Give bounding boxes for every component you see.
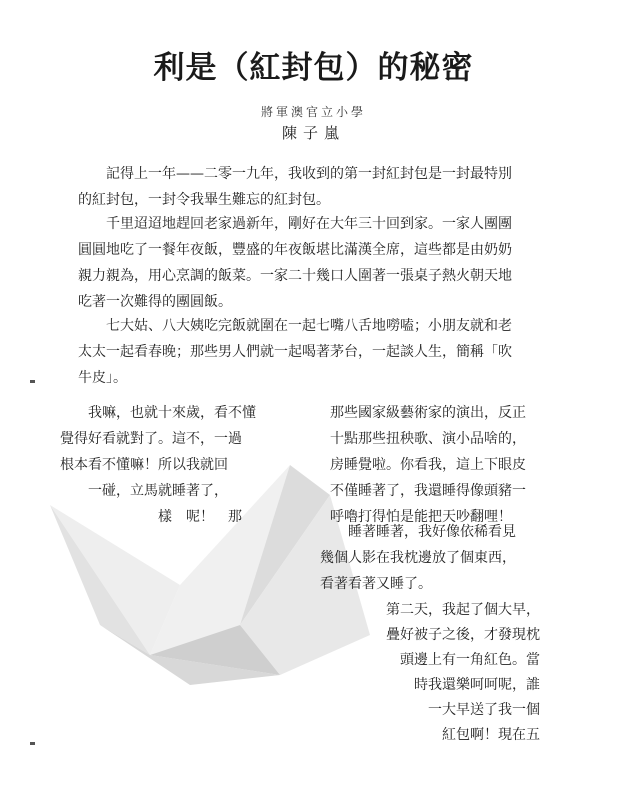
school-name: 將軍澳官立小學 [260,105,366,119]
text-line: 幾個人影在我枕邊放了個東西， [320,550,516,566]
text-line: 樣 呢！ 那 [60,509,242,525]
page-title: 利是（紅封包）的秘密 [153,50,474,86]
text-line: 疊好被子之後，才發現枕 [386,627,540,643]
text-line: 根本看不懂嘛！所以我就回 [60,457,228,473]
paragraph-2 [78,211,548,315]
text-line: 頭邊上有一角紅色。當 [400,652,540,668]
text-line: 不僅睡著了，我還睡得像頭豬一 [316,483,526,499]
paragraph-3 [78,313,548,391]
text-line: 紅包啊！現在五 [442,727,540,743]
text-line: 第二天，我起了個大早， [386,602,540,618]
right-paragraph-3 [356,598,540,748]
text-line: 睡著睡著，我好像依稀看見 [320,524,516,540]
text-line: 吃著一次難得的團圓飯。 [78,294,232,310]
paragraph-1 [78,161,548,213]
text-line: 呼嚕打得怕是能把天吵翻哩！ [316,509,512,525]
text-line: 圓圓地吃了一餐年夜飯，豐盛的年夜飯堪比滿漢全席，這些都是由奶奶 [78,242,512,258]
text-line: 十點那些扭秧歌、演小品啥的， [316,431,526,447]
text-line: 一大早送了我一個 [428,702,540,718]
author-name: 陳子嵐 [281,124,345,142]
text-line: 牛皮」。 [78,370,127,386]
text-line: 房睡覺啦。你看我，這上下眼皮 [316,457,526,473]
text-line: 一碰，立馬就睡著了， [60,483,228,499]
right-paragraph-2 [320,519,516,597]
margin-marker [30,380,35,383]
text-line: 我嘛，也就十來歲，看不懂 [60,405,256,421]
right-column [316,400,526,530]
text-line: 記得上一年——二零一九年，我收到的第一封紅封包是一封最特別 [78,166,512,182]
margin-marker [30,742,35,745]
text-line: 的紅封包，一封令我畢生難忘的紅封包。 [78,192,330,208]
text-line: 那些國家級藝術家的演出，反正 [316,405,526,421]
text-line: 覺得好看就對了。這不，一過 [60,431,242,447]
text-line: 七大姑、八大姨吃完飯就圍在一起七嘴八舌地嘮嗑；小朋友就和老 [78,318,512,334]
text-line: 太太一起看春晚；那些男人們就一起喝著茅台，一起談人生，簡稱「吹 [78,344,512,360]
text-line: 親力親為，用心烹調的飯菜。一家二十幾口人圍著一張桌子熱火朝天地 [78,268,512,284]
text-line: 千里迢迢地趕回老家過新年，剛好在大年三十回到家。一家人團團 [78,216,512,232]
text-line: 時我還樂呵呵呢，誰 [414,677,540,693]
text-line: 看著看著又睡了。 [320,576,432,592]
left-column [60,400,256,530]
